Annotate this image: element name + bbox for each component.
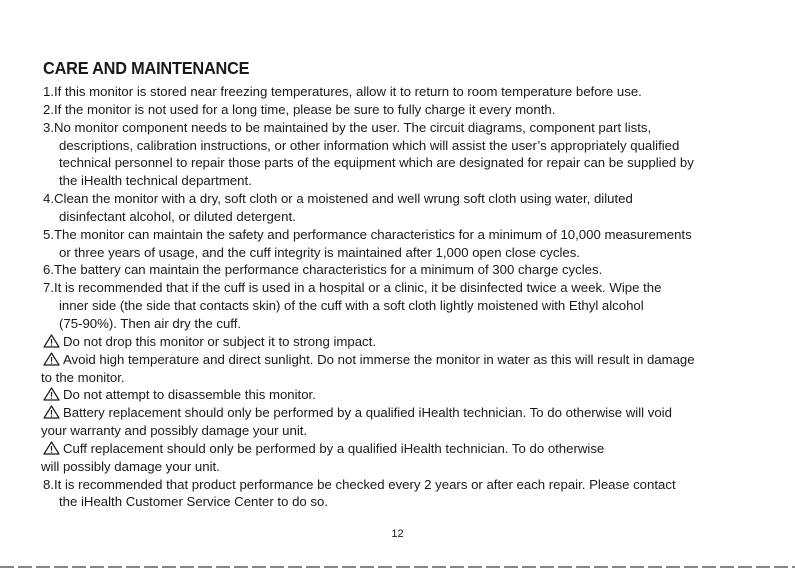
- list-item-2: [43, 101, 755, 119]
- item-text: Clean the monitor with a dry, soft cloth or a moistened and well wrung soft cloth using water, diluted: [54, 191, 633, 207]
- warning-triangle-icon: [43, 441, 60, 455]
- list-item-8: [43, 476, 755, 512]
- page-number: 12: [391, 528, 404, 540]
- item-text: the iHealth Customer Service Center to do so.: [59, 494, 329, 510]
- item-text: It is recommended that if the cuff is used in a hospital or a clinic, it be disinfected twice a week. Wipe the: [54, 280, 662, 296]
- warning-text: Cuff replacement should only be performed by a qualified iHealth technician. To do otherwise: [63, 440, 605, 456]
- item-text: If this monitor is stored near freezing temperatures, allow it to return to room temperature before use.: [54, 84, 642, 99]
- warning-text: your warranty and possibly damage your unit.: [41, 423, 308, 439]
- warning-item: [43, 440, 755, 476]
- list-item-7: [43, 279, 755, 333]
- section-heading: CARE AND MAINTENANCE: [43, 58, 250, 78]
- item-text: or three years of usage, and the cuff integrity is maintained after 1,000 open close cycles.: [59, 244, 580, 260]
- list-item-1: [43, 83, 755, 101]
- warning-text: Do not drop this monitor or subject it to strong impact.: [63, 333, 376, 349]
- list-item-3: [43, 119, 755, 190]
- list-item-6: [43, 261, 755, 279]
- warning-triangle-icon: [43, 405, 60, 419]
- item-number: 2.: [43, 101, 54, 117]
- warning-text: will possibly damage your unit.: [41, 458, 220, 474]
- item-text: technical personnel to repair those parts of the equipment which are designated for repair can be supplied by: [59, 155, 694, 171]
- warning-triangle-icon: [43, 387, 60, 401]
- item-text: If the monitor is not used for a long time, please be sure to fully charge it every month.: [54, 101, 556, 117]
- item-text: It is recommended that product performance be checked every 2 years or after each repair. Please contact: [54, 476, 676, 492]
- list-item-5: [43, 226, 755, 262]
- item-number: 6.: [43, 262, 54, 278]
- warning-item: [43, 404, 755, 440]
- numbered-list: [43, 83, 755, 333]
- warning-text: Avoid high temperature and direct sunlight. Do not immerse the monitor in water as this will result in damage: [63, 351, 695, 367]
- item-number: 3.: [43, 119, 54, 135]
- item-number: 5.: [43, 226, 54, 242]
- item-number: 7.: [43, 280, 54, 296]
- warnings-list: [43, 333, 755, 476]
- warning-triangle-icon: [43, 352, 60, 366]
- page-content: [43, 58, 755, 511]
- item-text: the iHealth technical department.: [59, 173, 252, 189]
- warning-text: Do not attempt to disassemble this monitor.: [63, 387, 316, 403]
- item-text: No monitor component needs to be maintained by the user. The circuit diagrams, component part lists,: [54, 119, 652, 135]
- warning-triangle-icon: [43, 334, 60, 348]
- item-number: 4.: [43, 191, 54, 207]
- warning-item: [43, 333, 755, 351]
- item-number: 1.: [43, 84, 54, 99]
- item-text: The monitor can maintain the safety and performance characteristics for a minimum of 10,000 measurements: [54, 226, 692, 242]
- item-text: inner side (the side that contacts skin) of the cuff with a soft cloth lightly moistened with Ethyl alcohol: [59, 298, 644, 314]
- warning-item: [43, 386, 755, 404]
- list-item-4: [43, 190, 755, 226]
- item-text: disinfectant alcohol, or diluted detergent.: [59, 208, 296, 224]
- warning-text: to the monitor.: [41, 369, 125, 385]
- item-text: The battery can maintain the performance characteristics for a minimum of 300 charge cycles.: [54, 262, 603, 278]
- warning-text: Battery replacement should only be performed by a qualified iHealth technician. To do otherwise will void: [63, 405, 672, 421]
- item-number: 8.: [43, 476, 54, 492]
- item-text: (75-90%). Then air dry the cuff.: [59, 315, 242, 331]
- warning-item: [43, 351, 755, 387]
- item-text: descriptions, calibration instructions, or other information which will assist the user’s appropriately qualified: [59, 137, 680, 153]
